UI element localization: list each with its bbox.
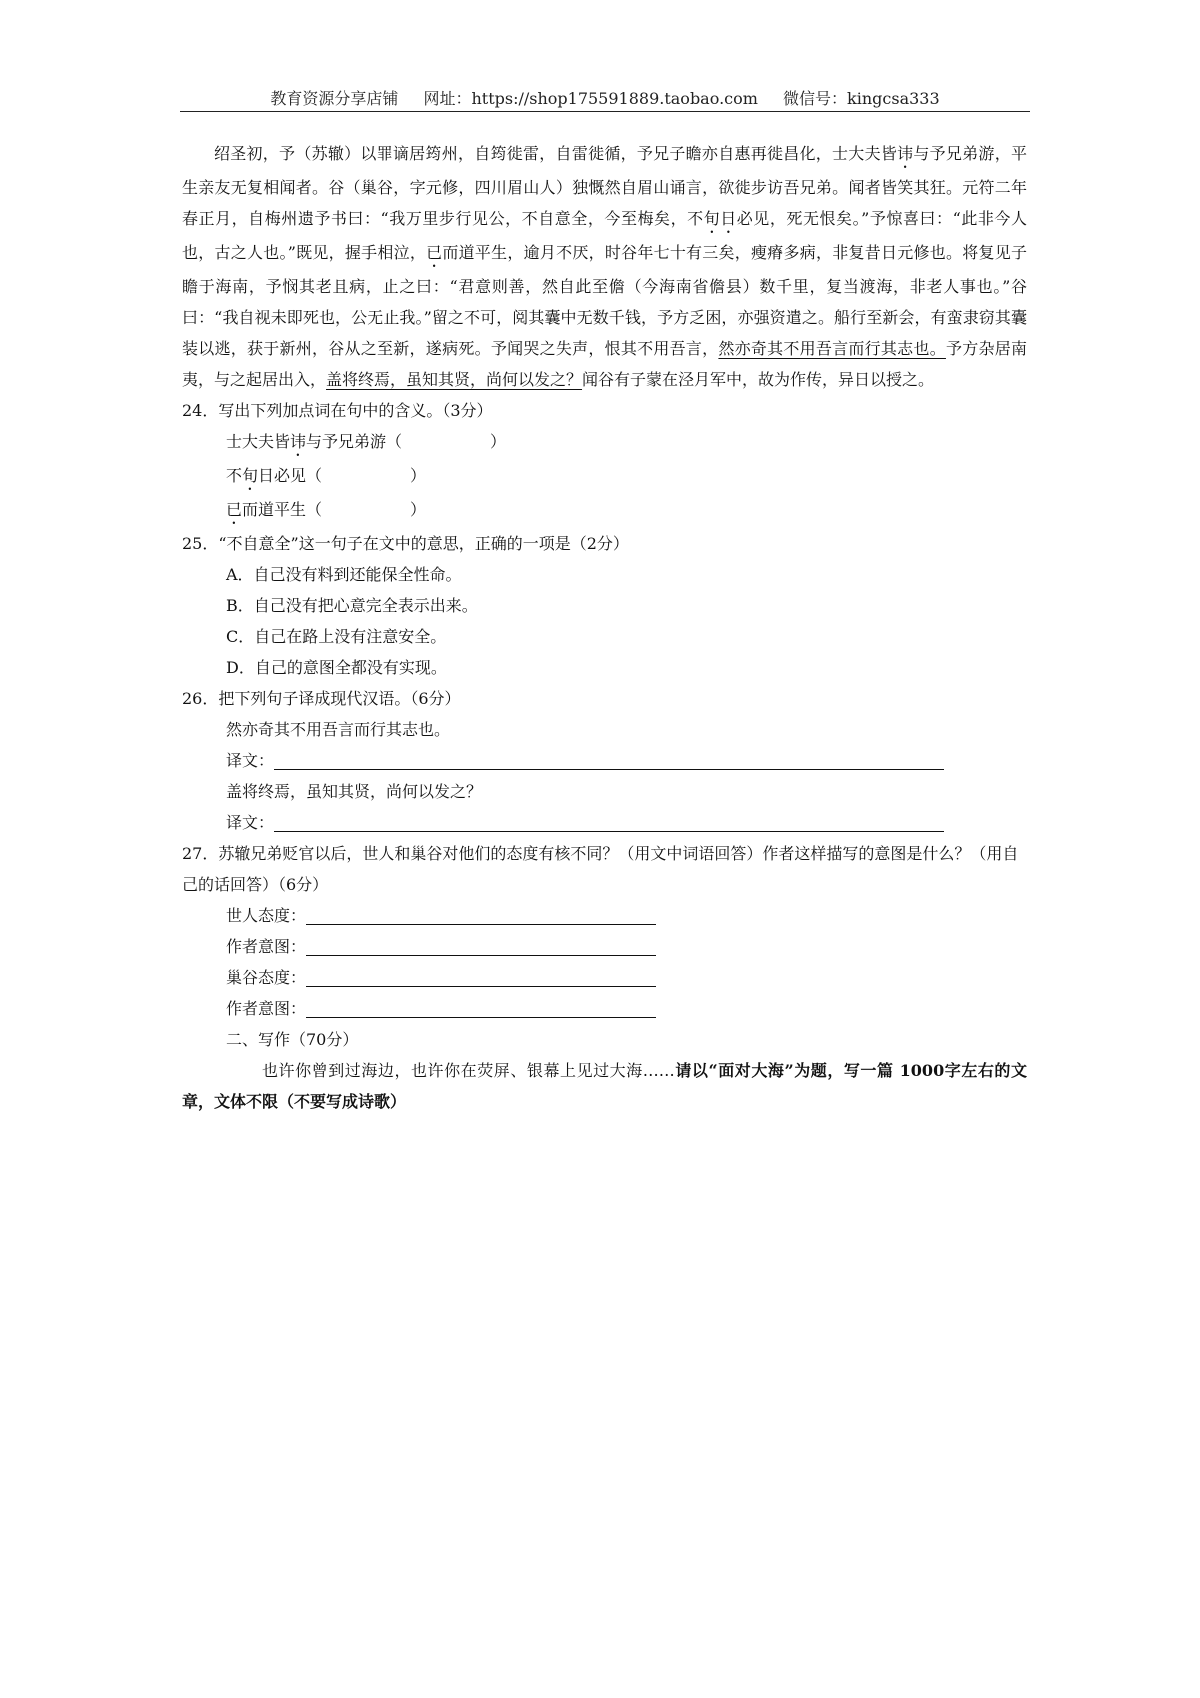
item-text: 不 — [226, 466, 243, 485]
answer-label: 作者意图： — [226, 999, 307, 1018]
passage-text: 予方杂居南夷，与之起居出入， — [182, 339, 1027, 389]
header-url: 网址：https://shop175591889.taobao.com — [423, 89, 758, 108]
page-content — [182, 138, 1027, 1117]
answer-label: 巢谷态度： — [226, 968, 307, 987]
dotted-word: 讳 — [290, 432, 307, 451]
item-text: ） — [410, 500, 427, 519]
question-25-option-b[interactable]: B．自己没有把心意完全表示出来。 — [226, 596, 478, 615]
question-26-stem: 26．把下列句子译成现代汉语。（6分） — [182, 689, 461, 708]
dotted-word: 已 — [226, 500, 243, 519]
dotted-word: 讳 — [897, 144, 914, 163]
passage-text: 与予兄弟游，平生亲友无复相闻者。谷（巢谷，字元修，四川眉山人）独慨然自眉山诵言，欲徙步访吾兄弟。闻者皆笑其狂。元符二年春正月，自梅州遗予书曰：“我万里步行见公，不自意全，今至梅矣，不 — [182, 144, 1027, 228]
item-text: 与予兄弟游（ — [306, 432, 403, 451]
question-25-option-a[interactable]: A．自己没有料到还能保全性命。 — [226, 565, 462, 584]
answer-line[interactable] — [306, 937, 656, 956]
item-text: ） — [490, 432, 507, 451]
question-26-sentence-2: 盖将终焉，虽知其贤，尚何以发之？ — [226, 782, 483, 801]
header-shop: 教育资源分享店铺 — [270, 89, 399, 108]
header-rule — [180, 111, 1030, 112]
passage-text: 绍圣初，予（苏辙）以罪谪居筠州，自筠徙雷，自雷徙循，予兄子瞻亦自惠再徙昌化，士大夫皆 — [214, 144, 898, 163]
question-24-item-2 — [182, 460, 1027, 494]
answer-line[interactable] — [306, 999, 656, 1018]
question-24-stem: 24．写出下列加点词在句中的含义。（3分） — [182, 401, 493, 420]
classical-passage — [182, 138, 1027, 395]
header-wechat: 微信号：kingcsa333 — [783, 89, 940, 108]
passage-text: 闻谷有子蒙在泾月军中，故为作传，异日以授之。 — [582, 370, 935, 389]
question-27-line-3 — [182, 962, 1027, 993]
writing-intro: 也许你曾到过海边，也许你在荧屏、银幕上见过大海…… — [262, 1061, 675, 1080]
item-text: ） — [410, 466, 427, 485]
item-text: 日必见（ — [258, 466, 323, 485]
question-27-line-1 — [182, 900, 1027, 931]
dotted-word: 旬日 — [703, 209, 737, 228]
translation-label: 译文： — [226, 751, 275, 770]
question-27-line-4 — [182, 993, 1027, 1024]
item-text: 士大夫皆 — [226, 432, 291, 451]
dotted-word: 已 — [426, 243, 443, 262]
translation-label: 译文： — [226, 813, 275, 832]
answer-label: 作者意图： — [226, 937, 307, 956]
translation-line[interactable] — [274, 751, 944, 770]
answer-line[interactable] — [306, 906, 656, 925]
underlined-sentence: 盖将终焉，虽知其贤，尚何以发之？ — [326, 370, 583, 389]
writing-section-title: 二、写作（70分） — [226, 1030, 359, 1049]
question-26-translation-1 — [182, 745, 1027, 776]
translation-line[interactable] — [274, 813, 944, 832]
question-26-sentence-1: 然亦奇其不用吾言而行其志也。 — [226, 720, 451, 739]
question-27-line-2 — [182, 931, 1027, 962]
answer-label: 世人态度： — [226, 906, 307, 925]
underlined-sentence: 然亦奇其不用吾言而行其志也。 — [718, 339, 946, 358]
passage-text: 而道平生，逾月不厌，时谷年七十有三矣，瘦瘠多病，非复昔日元修也。将复见子瞻于海南，予悯其老且病，止之曰：“君意则善，然自此至儋（今海南省儋县）数千里，复当渡海，非老人事也。”谷曰：“我自视未即死也，公无止我。”留之不可，阅其囊中无数千钱，予方乏困，亦强资遣之。船行至新会，有蛮隶窃其囊装以逃，获于新州，谷从之至新，遂病死。予闻哭之失声，恨其不用吾言， — [182, 243, 1027, 358]
question-25-option-d[interactable]: D．自己的意图全都没有实现。 — [226, 658, 447, 677]
answer-line[interactable] — [306, 968, 656, 987]
writing-instruction: 请以“面对大海”为题，写一篇 1000字左右的文章，文体不限（不要写成诗歌） — [182, 1061, 1027, 1111]
question-25-stem: 25．“不自意全”这一句子在文中的意思，正确的一项是（2分） — [182, 534, 629, 553]
question-27-stem: 27．苏辙兄弟贬官以后，世人和巢谷对他们的态度有核不同？（用文中词语回答）作者这样描写的意图是什么？（用自己的话回答）（6分） — [182, 844, 1019, 894]
page-header — [180, 86, 1030, 109]
question-24-item-3 — [182, 494, 1027, 528]
passage-text: 必见，死无恨矣。”予惊喜曰：“此非今人也，古之人也。”既见，握手相泣， — [182, 209, 1027, 262]
item-text: 而道平生（ — [242, 500, 323, 519]
dotted-word: 旬 — [242, 466, 259, 485]
writing-prompt — [182, 1055, 1027, 1117]
question-25-option-c[interactable]: C．自己在路上没有注意安全。 — [226, 627, 447, 646]
question-24-item-1 — [182, 426, 1027, 460]
question-26-translation-2 — [182, 807, 1027, 838]
